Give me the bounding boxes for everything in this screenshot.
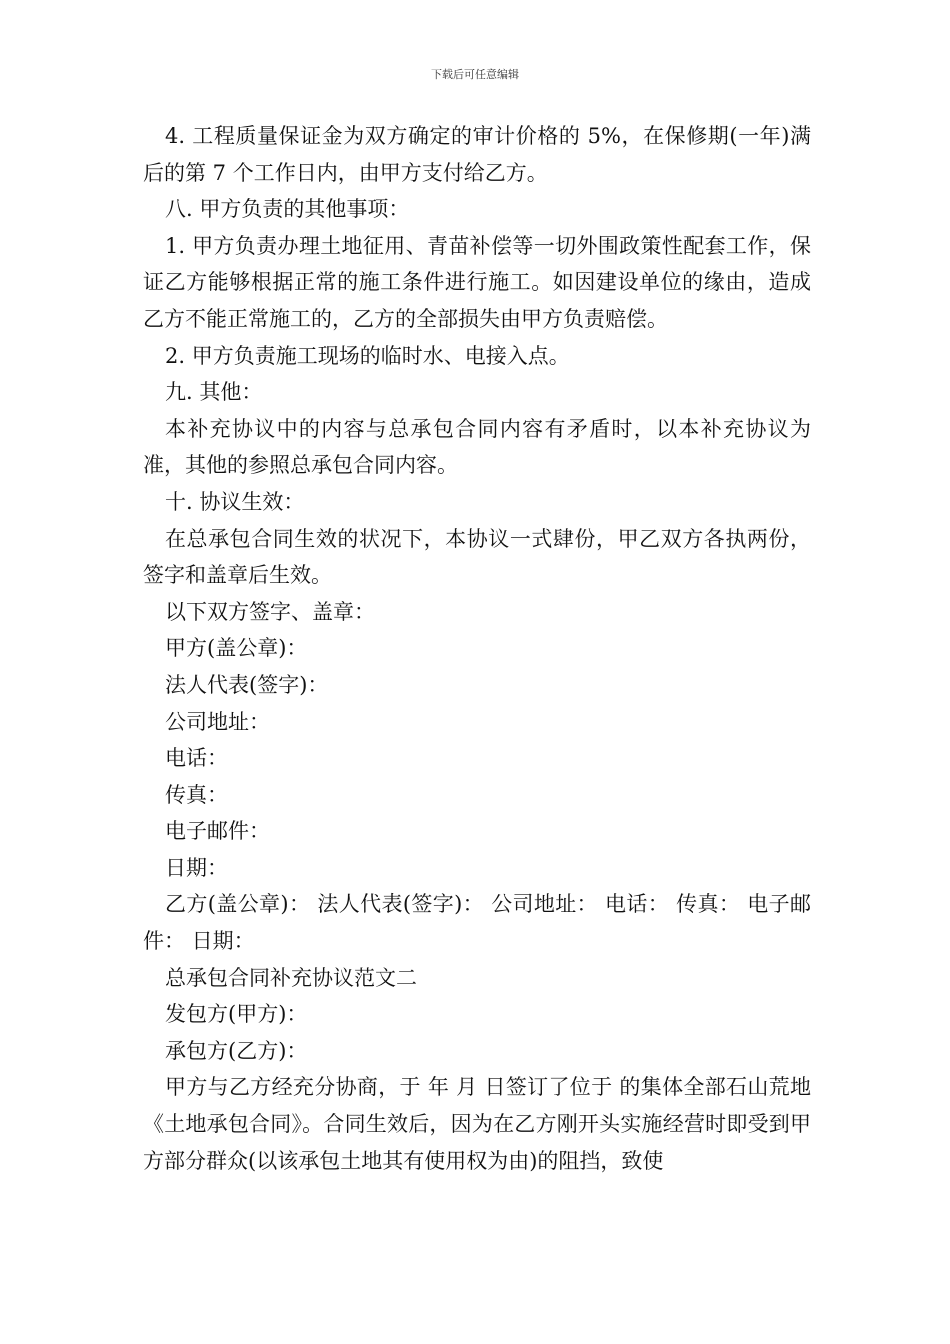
document-title-2: 总承包合同补充协议范文二	[165, 965, 417, 990]
signature-field: 日期：	[165, 855, 228, 880]
signature-field: 电话：	[165, 746, 228, 771]
paragraph: 4. 工程质量保证金为双方确定的审计价格的 5%，在保修期(一年)满后的第 7 个工作日内，由甲方支付给乙方。	[143, 124, 811, 185]
paragraph: 2. 甲方负责施工现场的临时水、电接入点。	[165, 343, 570, 368]
party-field: 承包方(乙方)：	[165, 1038, 308, 1063]
paragraph: 1. 甲方负责办理土地征用、青苗补偿等一切外围政策性配套工作，保证乙方能够根据正常的施工条件进行施工。如因建设单位的缘由，造成乙方不能正常施工的，乙方的全部损失由甲方负责赔偿。	[143, 233, 811, 331]
signature-field: 公司地址：	[165, 709, 270, 734]
party-field: 发包方(甲方)：	[165, 1002, 308, 1027]
section-heading: 十. 协议生效：	[165, 489, 305, 514]
signature-field: 传真：	[165, 782, 228, 807]
signature-field: 法人代表(签字)：	[165, 672, 329, 697]
paragraph: 本补充协议中的内容与总承包合同内容有矛盾时，以本补充协议为准，其他的参照总承包合同内容。	[143, 416, 811, 478]
page-header: 下载后可任意编辑	[431, 68, 519, 81]
paragraph: 在总承包合同生效的状况下，本协议一式肆份，甲乙双方各执两份，签字和盖章后生效。	[143, 526, 811, 588]
section-heading: 八. 甲方负责的其他事项：	[165, 197, 410, 222]
signature-field: 甲方(盖公章)：	[165, 636, 308, 661]
signature-field: 电子邮件：	[165, 819, 270, 844]
signature-intro: 以下双方签字、盖章：	[165, 599, 375, 624]
section-heading: 九. 其他：	[165, 380, 263, 405]
document-body	[143, 118, 811, 1179]
signature-fields-party-b: 乙方(盖公章)： 法人代表(签字)： 公司地址： 电话： 传真： 电子邮件： 日期：	[143, 892, 811, 954]
paragraph: 甲方与乙方经充分协商，于 年 月 日签订了位于 的集体全部石山荒地《土地承包合同》。合同生效后，因为在乙方刚开头实施经营时即受到甲方部分群众(以该承包土地其有使用权为由)的阻挡，致使	[143, 1075, 811, 1173]
